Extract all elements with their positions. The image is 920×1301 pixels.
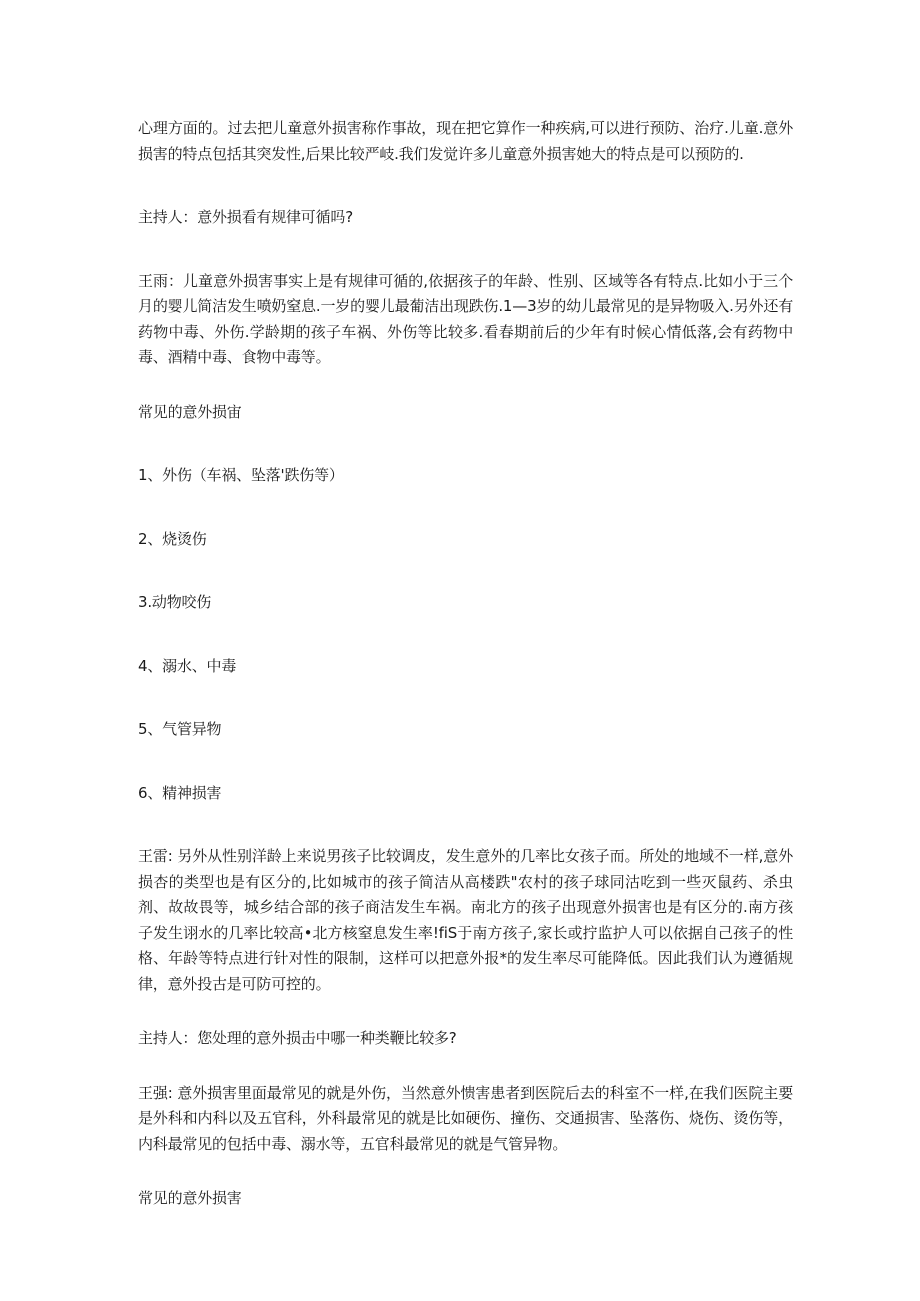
list-item: 6、精神损害 <box>138 783 222 802</box>
document-page <box>138 116 793 1212</box>
section-heading-common-injuries: 常见的意外损宙 <box>138 402 242 421</box>
list-item: 4、溺水、中毒 <box>138 656 237 675</box>
answer-wang-yu: 王雨：儿童意外损害事实上是有规律可循的,依据孩子的年龄、性别、区域等各有特点.比如小于三个月的婴儿简洁发生喷奶窒息.一岁的婴儿最葡洁出现跌伤.1—3岁的幼儿最常见的是异物吸入.另外还有药物中毒、外伤.学龄期的孩子车祸、外伤等比较多.看春期前后的少年有时候心情低落,会有药物中毒、酒精中毒、食物中毒等。 <box>138 271 793 366</box>
list-item: 2、烧烫伤 <box>138 529 207 548</box>
list-item: 1、外伤（车祸、坠落'跌伤等） <box>138 466 344 484</box>
list-item: 3.动物咬伤 <box>138 593 212 611</box>
answer-wang-qiang: 王强: 意外损害里面最常见的就是外伤，当然意外愦害患者到医院后去的科室不一样,在我们医院主要是外科和内科以及五官科，外科最常见的就是比如硬伤、撞伤、交通损害、坠落伤、烧伤、烫伤等，内科最常见的包括中毒、溺水等，五官科最常见的就是气管异物。 <box>138 1083 793 1153</box>
host-question-1: 主持人：意外损看有规律可循吗? <box>138 208 353 226</box>
intro-paragraph: 心理方面的。过去把儿童意外损害称作事故，现在把它算作一种疾病,可以进行预防、治疗.儿童.意外损害的特点包括其突发性,后果比较严岐.我们发觉许多儿童意外损害她大的特点是可以预防的. <box>138 119 793 163</box>
answer-wang-lei: 王雷: 另外从性别洋龄上来说男孩子比较调皮，发生意外的几率比女孩子而。所处的地域不一样,意外损杏的类型也是有区分的,比如城市的孩子简洁从高楼跌"农村的孩子球同沽吃到一些灭鼠药、杀虫剂、故故畏等，城乡结合部的孩子商洁发生车祸。南北方的孩子出现意外损害也是有区分的.南方孩子发生诩水的几率比较高•北方核窒息发生率!fiS于南方孩子,家长或拧监护人可以依据自己孩子的性格、年龄等特点进行针对性的限制，这样可以把意外报*的发生率尽可能降低。因此我们认为遵循规律，意外投古是可防可控的。 <box>138 847 793 993</box>
section-heading-common-injuries-2: 常见的意外损害 <box>138 1189 242 1207</box>
host-question-2: 主持人：您处理的意外损击中哪一种类鞭比较多? <box>138 1029 457 1047</box>
list-item: 5、气管异物 <box>138 720 222 738</box>
